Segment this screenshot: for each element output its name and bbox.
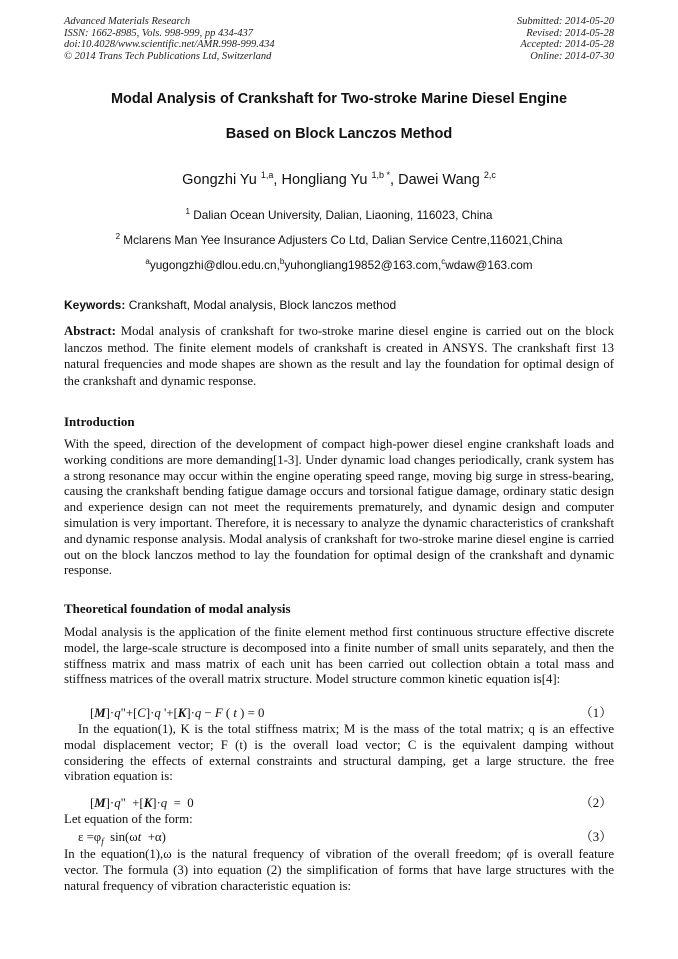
journal-name: Advanced Materials Research (64, 16, 191, 27)
email-line (0, 257, 678, 272)
abstract (64, 323, 614, 389)
affiliation-text: Mclarens Man Yee Insurance Adjusters Co Ltd, Dalian Service Centre,116021,China (123, 233, 563, 247)
keywords-text: Crankshaft, Modal analysis, Block lanczos method (128, 298, 397, 312)
section-heading-introduction: Introduction (64, 414, 135, 429)
equation-3-body: $\varepsilon =\varphi_f$ sin(ωt +α) (78, 830, 166, 847)
affiliation-text: Dalian Ocean University, Dalian, Liaoning, 116023, China (193, 208, 493, 222)
email-link[interactable]: wdaw@163.com (445, 258, 533, 272)
equation-1-explanation: In the equation(1), K is the total stiffness matrix; M is the mass of the total matrix; q is an effective modal displacement vector; F (t) is the overall load vector; C is the equivalent damping without considering the effects of external constraints and structural damping, get a large structure. the free vibration equation is: (64, 722, 614, 784)
online-date: Online: 2014-07-30 (530, 50, 614, 62)
equation-1-number: （1） (580, 706, 612, 720)
submitted-date: Submitted: 2014-05-20 (516, 16, 614, 27)
section-heading-theory: Theoretical foundation of modal analysis (64, 601, 291, 616)
issn-line: ISSN: 1662-8985, Vols. 998-999, pp 434-437 (64, 27, 253, 39)
paper-title-line2: Based on Block Lanczos Method (225, 126, 453, 142)
affiliation-1 (0, 207, 678, 222)
email-sup: b (279, 257, 285, 266)
author-name: Gongzhi Yu (182, 172, 257, 188)
doi-line[interactable]: doi:10.4028/www.scientific.net/AMR.998-999.434 (64, 39, 275, 51)
affiliation-2 (0, 232, 678, 247)
author-list: Gongzhi Yu $^{1,a}$, Hongliang Yu $^{1,b *}$, Dawei Wang $^{2,c}$ (182, 170, 496, 188)
publication-dates (517, 16, 614, 62)
email-sup: c (441, 257, 446, 266)
email-sup: a (145, 257, 150, 266)
accepted-date: Accepted: 2014-05-28 (520, 39, 614, 51)
author-name: Hongliang Yu (281, 172, 368, 188)
keywords (64, 298, 396, 312)
email-link[interactable]: yuhongliang19852@163.com, (284, 258, 442, 272)
paper-title-line1: Modal Analysis of Crankshaft for Two-stroke Marine Diesel Engine (110, 91, 568, 107)
revised-date: Revised: 2014-05-28 (526, 27, 614, 39)
abstract-text: Modal analysis of crankshaft for two-stroke marine diesel engine is carried out on the block lanczos method. The finite element models of crankshaft is created in ANSYS. The crankshaft first 13 natural frequencies and mode shapes are shown as the result and lay the foundation for optimal design of the crankshaft and dynamic response. (64, 324, 614, 388)
equation-3-number: （3） (580, 830, 612, 844)
final-paragraph: In the equation(1),ω is the natural frequency of vibration of the overall freedom; φf is overall feature vector. The formula (3) into equation (2) the simplification of forms that have large structures with the natural frequency of vibration characteristic equation is: (64, 847, 614, 893)
copyright-line: © 2014 Trans Tech Publications Ltd, Switzerland (64, 50, 272, 62)
equation-1-body: [M]·q"+[C]·q '+[K]·q − F ( t ) = 0 (90, 706, 265, 720)
author-sup: 2,c (483, 170, 496, 180)
email-link[interactable]: yugongzhi@dlou.edu.cn, (149, 258, 280, 272)
author-sup: 1,b * (371, 170, 391, 180)
author-sup: 1,a (260, 170, 274, 180)
equation-2-number: （2） (580, 796, 612, 810)
abstract-label: Abstract: (64, 324, 116, 338)
theory-text: Modal analysis is the application of the finite element method first continuous structure effective discrete model, the large-scale structure is decomposed into a finite number of small units separately, and then the stiffness matrix and mass matrix of each unit has been carried out collection obtain a total mass and stiffness matrices of the overall matrix structure. Model structure common kinetic equation is[4]: (64, 625, 614, 687)
affiliation-sup: 1 (185, 207, 190, 216)
let-equation-text: Let equation of the form: (64, 812, 193, 826)
keywords-label: Keywords: (64, 298, 126, 312)
author-name: Dawei Wang (398, 172, 480, 188)
equation-2-body: [M]·q" +[K]·q = 0 (90, 796, 194, 810)
introduction-text: With the speed, direction of the development of compact high-power diesel engine crankshaft loads and working conditions are more demanding[1-3]. Under dynamic load changes periodically, crank system has a strong resonance may occur within the engine operating speed range, moving big surge in stress-bearing, causing the crankshaft bending fatigue damage occurs and torsional fatigue damage, ordinary static design and experience design can not meet the requirements prematurely, and dynamic design and computer simulation is very important. Therefore, it is necessary to analyze the dynamic characteristics of crankshaft and dynamic response analysis. Modal analysis of crankshaft for two-stroke marine diesel engine is carried out on the block lanczos method to lay the foundation for optimal design of the crankshaft and dynamic response. (64, 437, 614, 578)
journal-info (64, 16, 275, 62)
affiliation-sup: 2 (115, 232, 121, 241)
